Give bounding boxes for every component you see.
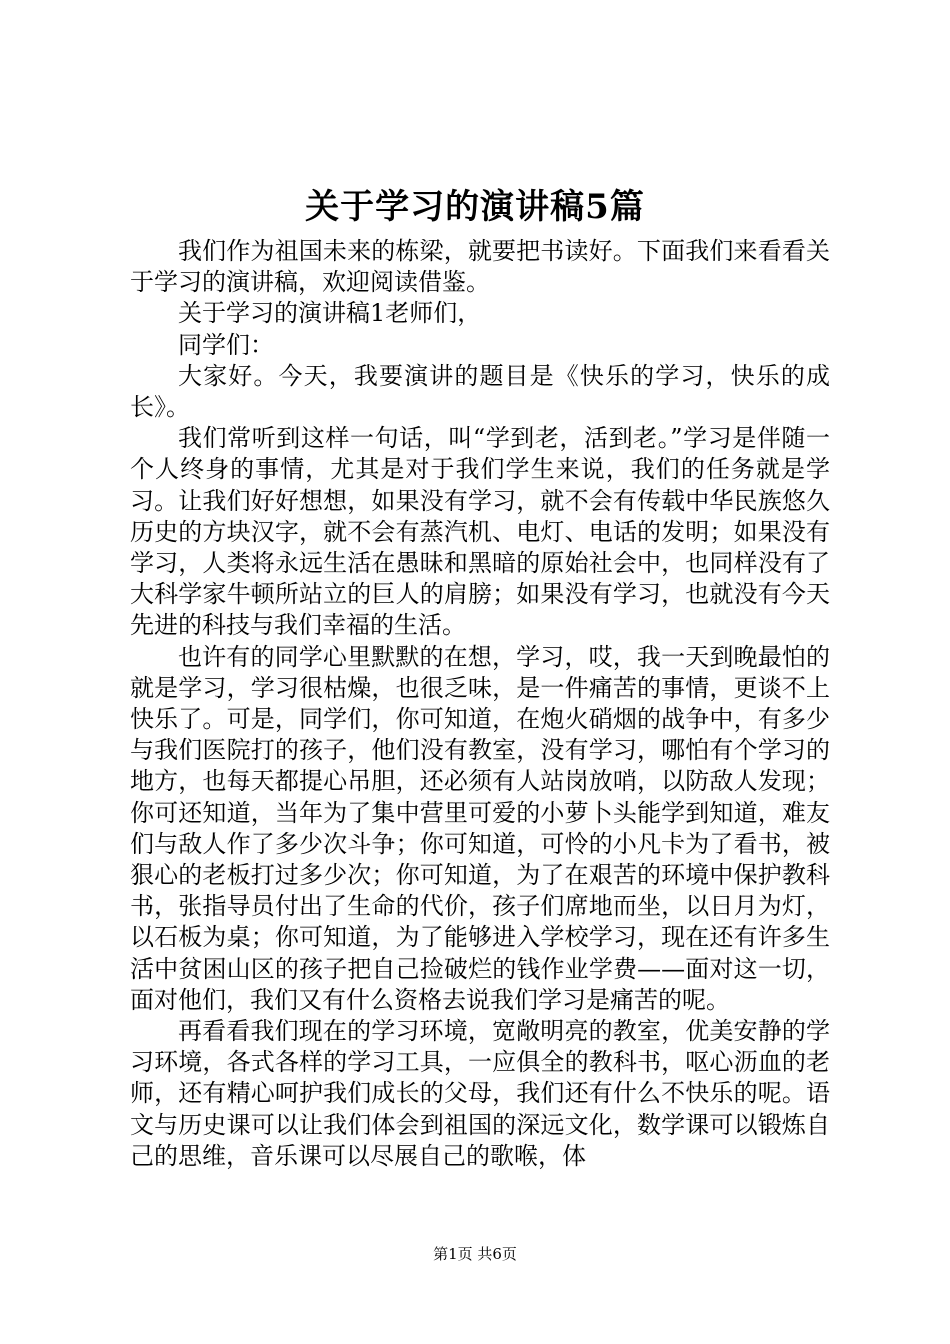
paragraph-salutation: 同学们： xyxy=(178,330,274,359)
paragraph-hardship: 也许有的同学心里默默的在想，学习，哎，我一天到晚最怕的就是学习，学习很枯燥，也很乏味，是一件痛苦的事情，更谈不上快乐了。可是，同学们，你可知道，在炮火硝烟的战争中，有多少与我们医院打的孩子，他们没有教室，没有学习，哪怕有个学习的地方，也每天都提心吊胆，还必须有人站岗放哨，以防敌人发现；你可还知道，当年为了集中营里可爱的小萝卜头能学到知道，难友们与敌人作了多少次斗争；你可知道，可怜的小凡卡为了看书，被狠心的老板打过多少次；你可知道，为了在艰苦的环境中保护教科书，张指导员付出了生命的代价，孩子们席地而坐，以日月为灯，以石板为桌；你可知道，为了能够进入学校学习，现在还有许多生活中贫困山区的孩子把自己捡破烂的钱作业学费——面对这一切，面对他们，我们又有什么资格去说我们学习是痛苦的呢。 xyxy=(130,642,830,1014)
page-footer: 第1页 共6页 xyxy=(433,1245,517,1263)
paragraph-environment: 再看看我们现在的学习环境，宽敞明亮的教室，优美安静的学习环境，各式各样的学习工具，一应俱全的教科书，呕心沥血的老师，还有精心呵护我们成长的父母，我们还有什么不快乐的呢。语文与历史课可以让我们体会到祖国的深远文化，数学课可以锻炼自己的思维，音乐课可以尽展自己的歌喉，体 xyxy=(130,1017,830,1170)
paragraph-intro: 我们作为祖国未来的栋梁，就要把书读好。下面我们来看看关于学习的演讲稿，欢迎阅读借鉴。 xyxy=(130,237,830,297)
document-title: 关于学习的演讲稿5篇 xyxy=(305,187,645,227)
paragraph-greeting: 大家好。今天，我要演讲的题目是《快乐的学习，快乐的成长》。 xyxy=(130,361,830,422)
paragraph-speech-heading: 关于学习的演讲稿1老师们， xyxy=(178,299,482,328)
document-body xyxy=(130,236,830,1172)
paragraph-lifelong-learning: 我们常听到这样一句话，叫“学到老，活到老。”学习是伴随一个人终身的事情，尤其是对于我们学生来说，我们的任务就是学习。让我们好好想想，如果没有学习，就不会有传载中华民族悠久历史的方块汉字，就不会有蒸汽机、电灯、电话的发明；如果没有学习，人类将永远生活在愚昧和黑暗的原始社会中，也同样没有了大科学家牛顿所站立的巨人的肩膀；如果没有学习，也就没有今天先进的科技与我们幸福的生活。 xyxy=(130,424,830,640)
